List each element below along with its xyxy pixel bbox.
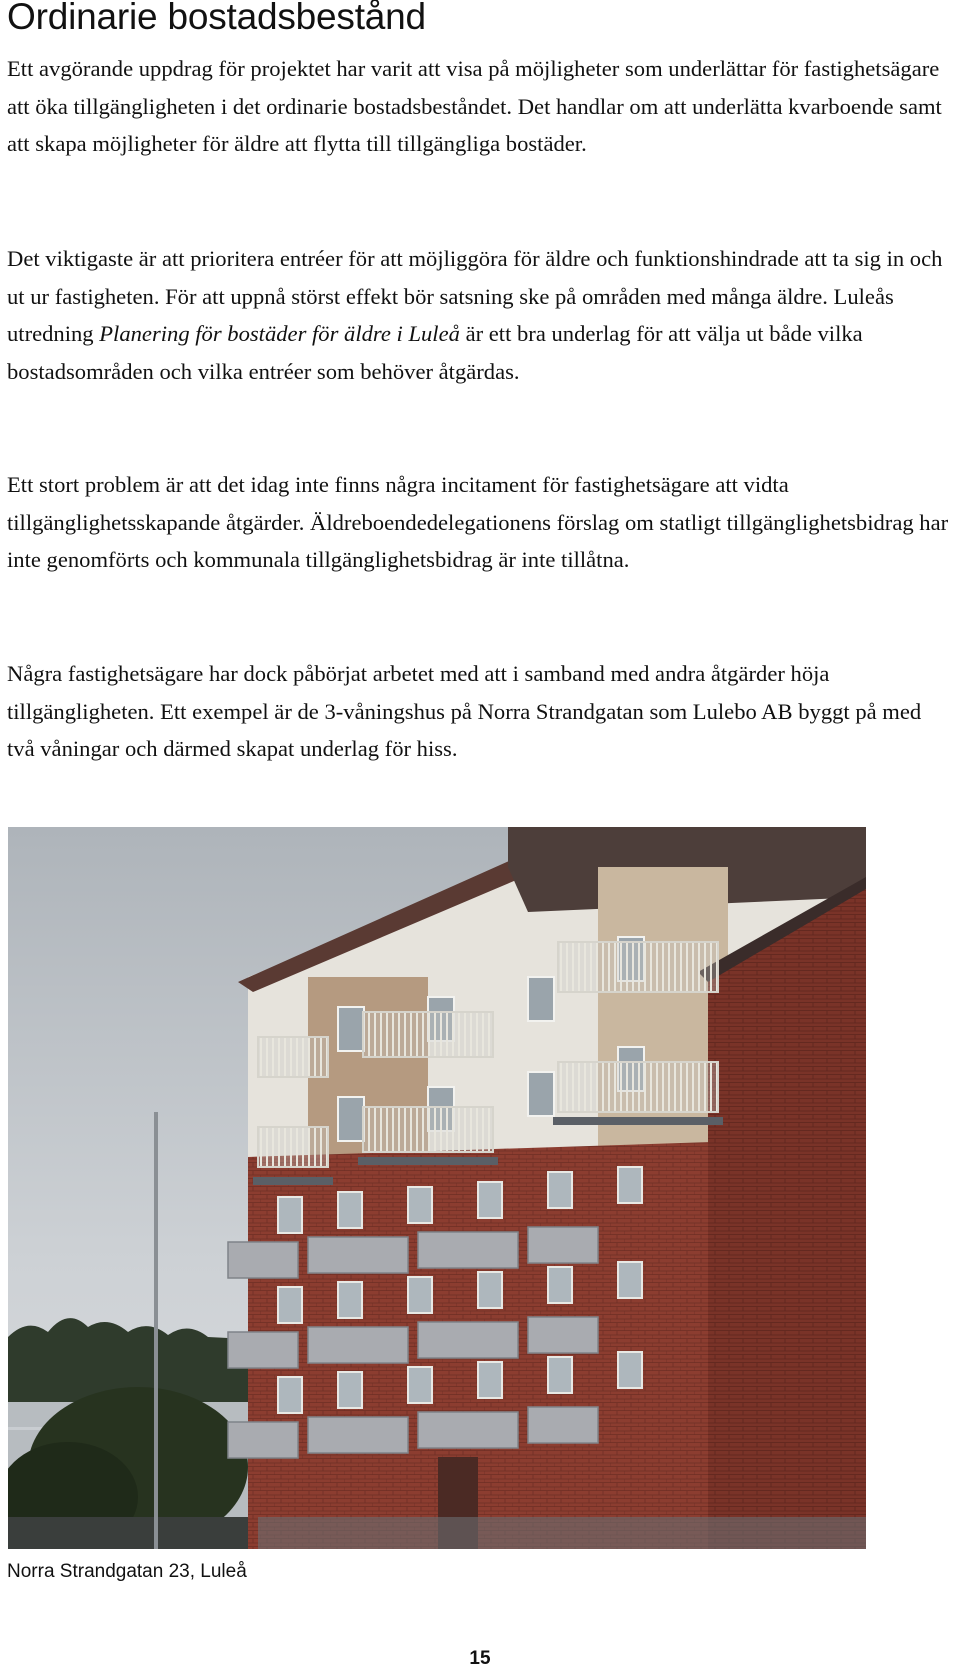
paragraph-2-text-start: Det viktigaste är att prioritera entréer för att möjliggöra för äldre och funktionshindrade att ta sig in och ut ur fastigheten. För att uppnå störst effekt bör satsning ske på områden med många äldre. Luleås utredning bbox=[7, 246, 943, 346]
photo-caption: Norra Strandgatan 23, Luleå bbox=[7, 1561, 247, 1582]
paragraph-1: Ett avgörande uppdrag för projektet har varit att visa på möjligheter som underlättar för fastighetsägare att öka tillgängligheten i det ordinarie bostadsbeståndet. Det handlar om att underlätta kvarboende samt att skapa möjligheter för äldre att flytta till tillgängliga bostäder. bbox=[7, 56, 942, 156]
paragraph-3: Ett stort problem är att det idag inte finns några incitament för fastighetsägare att vidta tillgänglighetsskapande åtgärder. Äldreboendedelegationens förslag om statligt tillgänglighetsbidrag har inte genomförts och kommunala tillgänglighetsbidrag är inte tillåtna. bbox=[7, 472, 949, 572]
paragraph-2 bbox=[7, 240, 952, 390]
paragraph-2-text-end: är ett bra underlag för att välja ut både vilka bostadsområden och vilka entréer som behöver åtgärdas. bbox=[7, 321, 863, 384]
page-heading: Ordinarie bostadsbestånd bbox=[7, 0, 426, 37]
page-number: 15 bbox=[469, 1648, 491, 1669]
paragraph-4: Några fastighetsägare har dock påbörjat arbetet med att i samband med andra åtgärder höja tillgängligheten. Ett exempel är de 3-våningshus på Norra Strandgatan som Lulebo AB byggt på med två våningar och därmed skapat underlag för hiss. bbox=[7, 661, 922, 761]
building-photo bbox=[8, 827, 866, 1549]
report-title: Planering för bostäder för äldre i Luleå bbox=[99, 321, 460, 346]
